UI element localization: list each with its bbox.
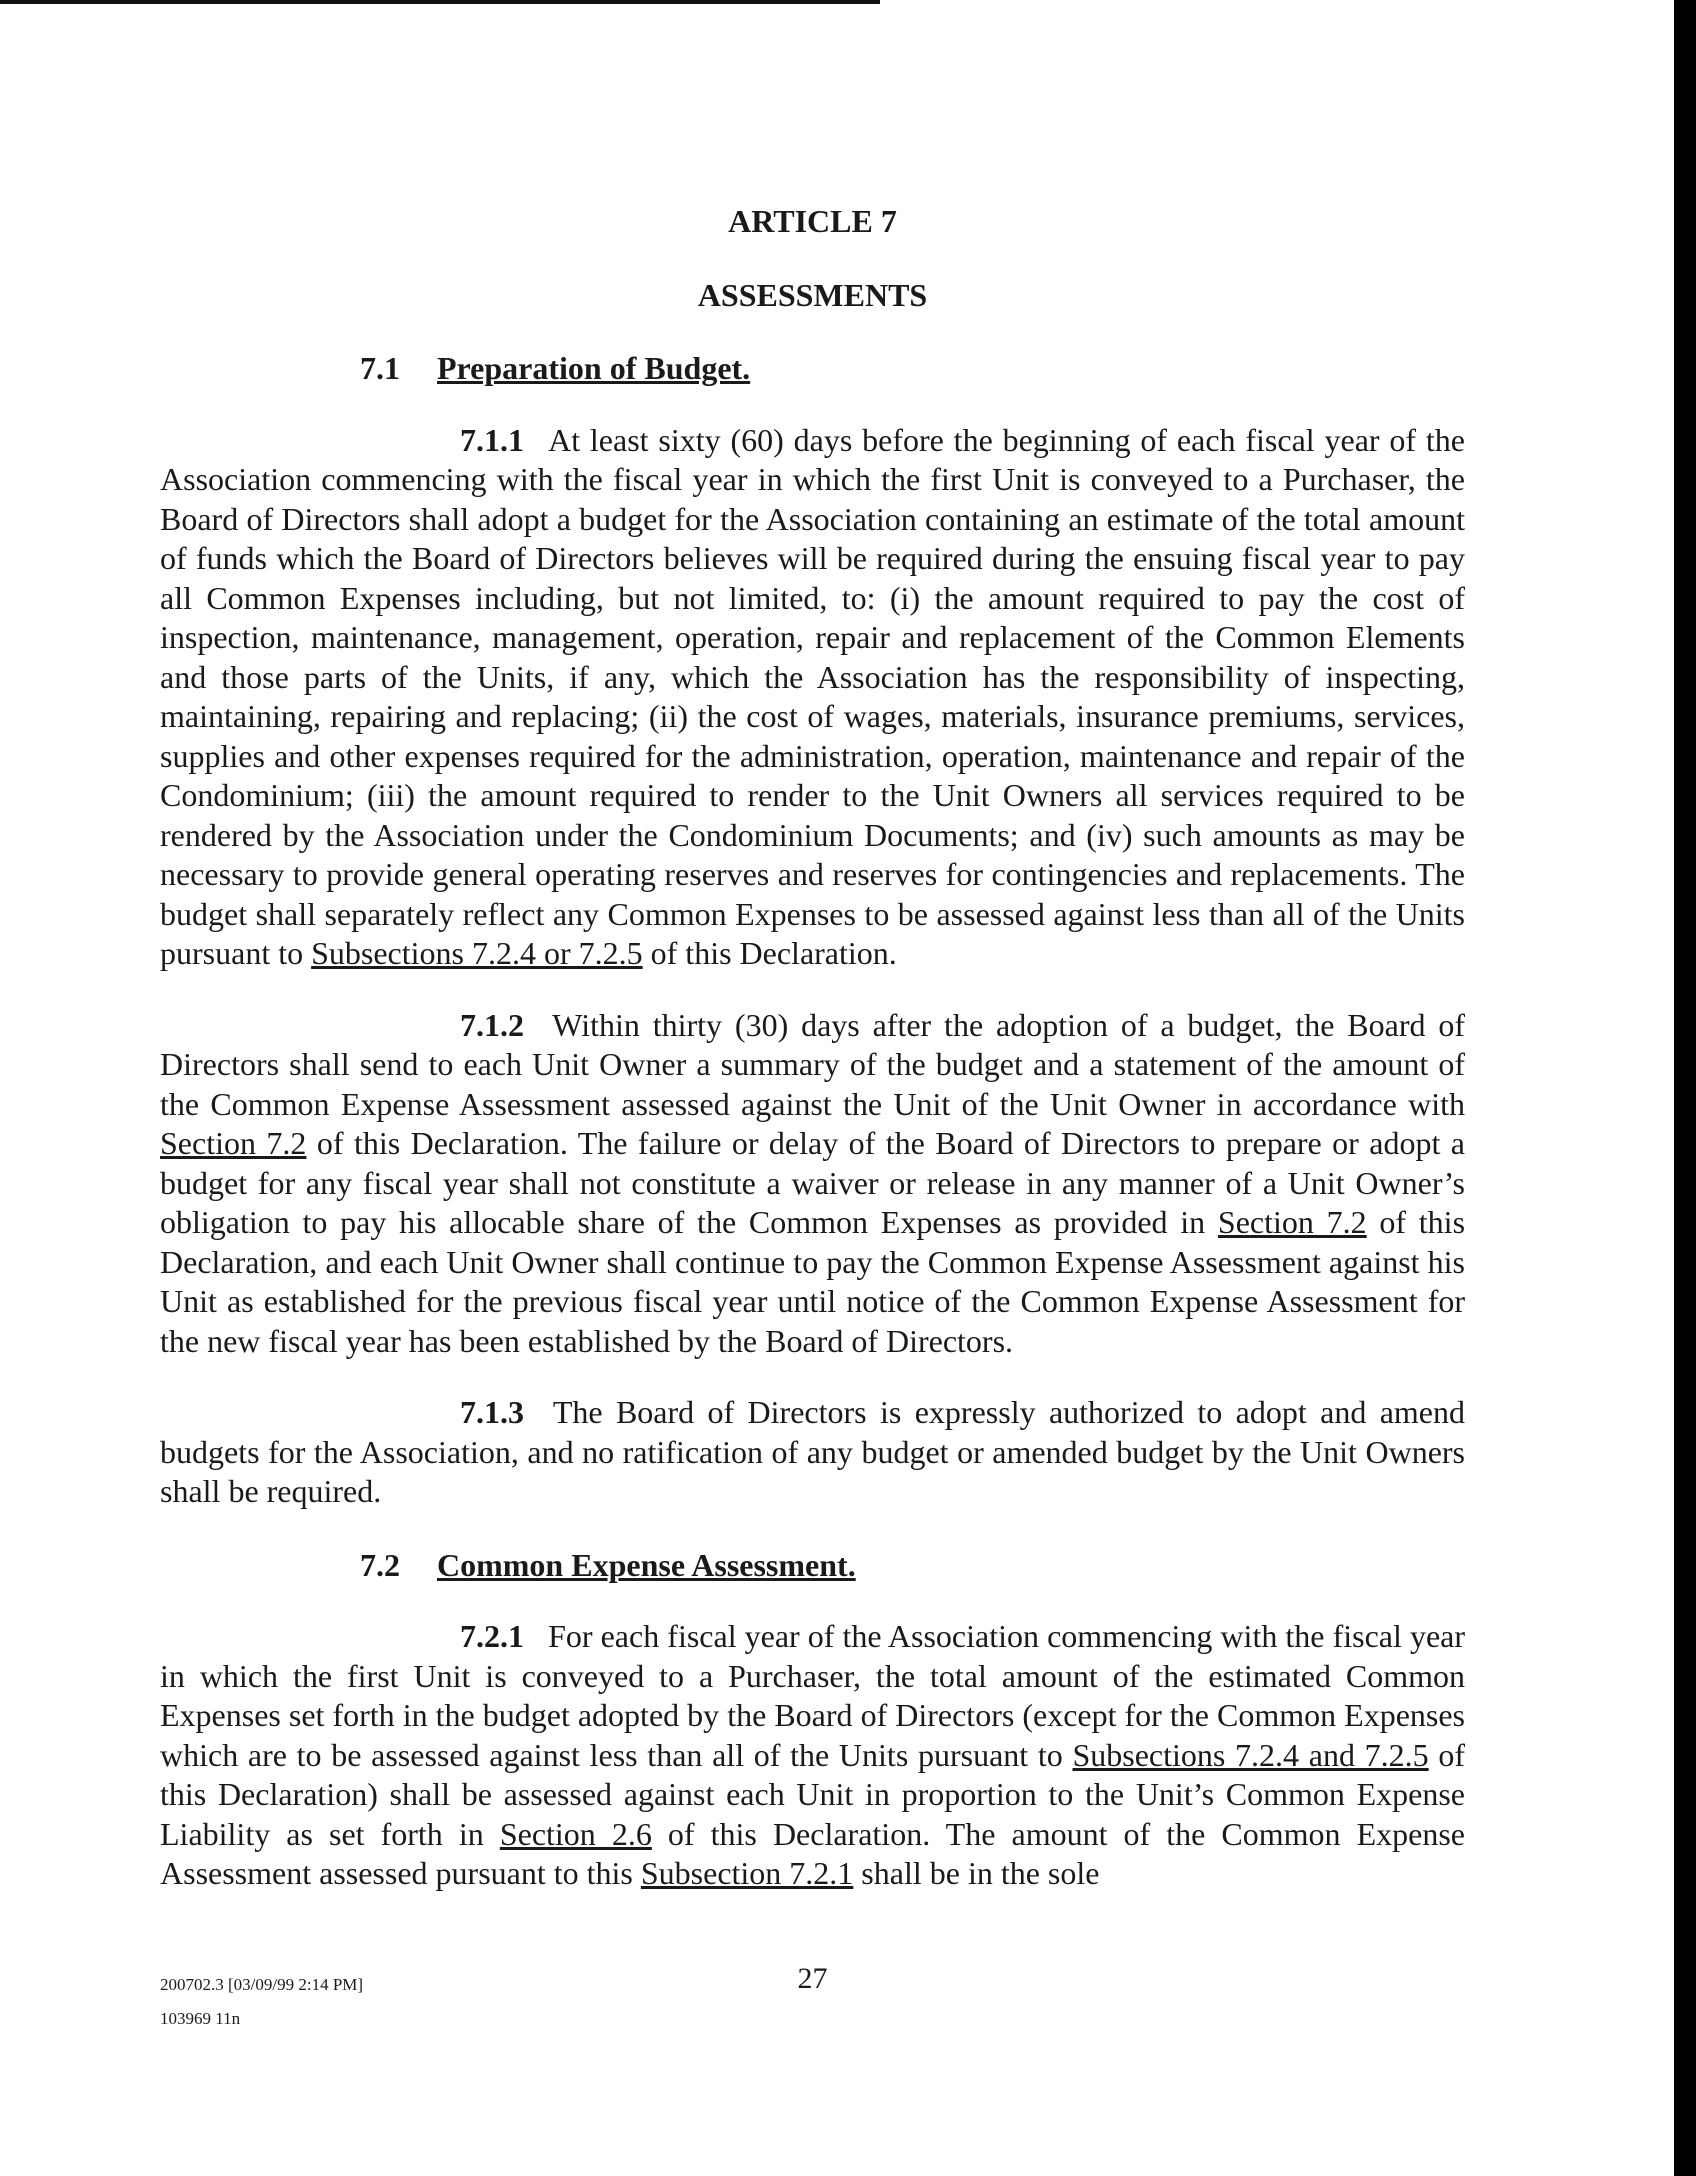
document-id-line: 200702.3 [03/09/99 2:14 PM] (160, 1975, 364, 1994)
subsection-text: Within thirty (30) days after the adoption of a budget, the Board of Directors shall send to each Unit Owner a summary of the budget and a statement of the amount of the Common Expense Assessment assessed against the Unit of the Unit Owner in accordance with (160, 1006, 1466, 1122)
cross-reference: Subsections 7.2.4 or 7.2.5 (311, 935, 643, 971)
section-number: 7.2 (360, 1546, 400, 1583)
section-title: Preparation of Budget. (437, 350, 751, 386)
subsection-text: At least sixty (60) days before the beginning of each fiscal year of the Association commencing with the fiscal year in which the first Unit is conveyed to a Purchaser, the Board of Directors shall adopt a budget for the Association containing an estimate of the total amount of funds which the Board of Directors believes will be required during the ensuing fiscal year to pay all Common Expenses including, but not limited, to: (i) the amount required to pay the cost of inspection, maintenance, management, operation, repair and replacement of the Common Elements and those parts of the Units, if any, which the Association has the responsibility of inspecting, maintaining, repairing and replacing; (ii) the cost of wages, materials, insurance premiums, services, supplies and other expenses required for the administration, operation, maintenance and repair of the Condominium; (iii) the amount required to render to the Unit Owners all services required to be rendered by the Association under the Condominium Documents; and (iv) such amounts as may be necessary to provide general operating reserves and reserves for contingencies and replacements. The budget shall separately reflect any Common Expenses to be assessed against less than all of the Units pursuant to (160, 421, 1466, 971)
subsection-7-2-1 (160, 1617, 1465, 1894)
subsection-number: 7.1.2 (460, 1006, 524, 1043)
subsection-text: of this Declaration. The failure or delay of the Board of Directors to prepare or adopt a budget for any fiscal year shall not constitute a waiver or release in any manner of a Unit Owner’s obligation to pay his allocable share of the Common Expenses as provided in (160, 1125, 1466, 1240)
subsection-7-1-2 (160, 1006, 1465, 1362)
document-page (160, 180, 1465, 1894)
subsection-text: The Board of Directors is expressly authorized to adopt and amend budgets for the Association, and no ratification of any budget or amended budget by the Unit Owners shall be required. (160, 1394, 1466, 1509)
article-heading: ARTICLE 7 (728, 203, 897, 239)
subsection-number: 7.1.1 (460, 421, 524, 458)
page-number: 27 (797, 1962, 828, 1995)
subsection-text: of this Declaration. (650, 935, 897, 971)
subsection-number: 7.2.1 (460, 1618, 524, 1654)
section-heading-7-2 (160, 1546, 1465, 1586)
section-title: Common Expense Assessment. (437, 1546, 856, 1583)
cross-reference: Section 2.6 (499, 1815, 652, 1852)
subsection-7-1-1 (160, 421, 1465, 974)
cross-reference: Subsections 7.2.4 and 7.2.5 (1072, 1736, 1429, 1773)
scan-edge-top (0, 0, 880, 4)
subsection-text: shall be in the sole (861, 1855, 1100, 1891)
section-heading-7-1 (160, 349, 1465, 389)
page-footer (160, 1960, 1465, 2050)
article-title: ASSESSMENTS (697, 276, 928, 313)
subsection-text: of this Declaration. The amount of the Common Expense Assessment assessed pursuant to this (160, 1815, 1465, 1891)
subsection-text: of this Declaration, and each Unit Owner shall continue to pay the Common Expense Assessment against his Unit as established for the previous fiscal year until notice of the Common Expense Assessment for the new fiscal year has been established by the Board of Directors. (160, 1204, 1466, 1359)
subsection-7-1-3 (160, 1393, 1465, 1512)
cross-reference: Section 7.2 (160, 1125, 307, 1161)
document-id-line: 103969 11n (160, 2009, 241, 2028)
cross-reference: Subsection 7.2.1 (640, 1855, 854, 1891)
subsection-number: 7.1.3 (460, 1394, 524, 1430)
subsection-text: of this Declaration) shall be assessed against each Unit in proportion to the Unit’s Common Expense Liability as set forth in (160, 1736, 1466, 1852)
cross-reference: Section 7.2 (1217, 1204, 1367, 1240)
section-number: 7.1 (360, 350, 400, 386)
subsection-text: For each fiscal year of the Association commencing with the fiscal year in which the first Unit is conveyed to a Purchaser, the total amount of the estimated Common Expenses set forth in the budget adopted by the Board of Directors (except for the Common Expenses which are to be assessed against less than all of the Units pursuant to (160, 1618, 1466, 1773)
scan-edge-right (1674, 0, 1696, 2176)
